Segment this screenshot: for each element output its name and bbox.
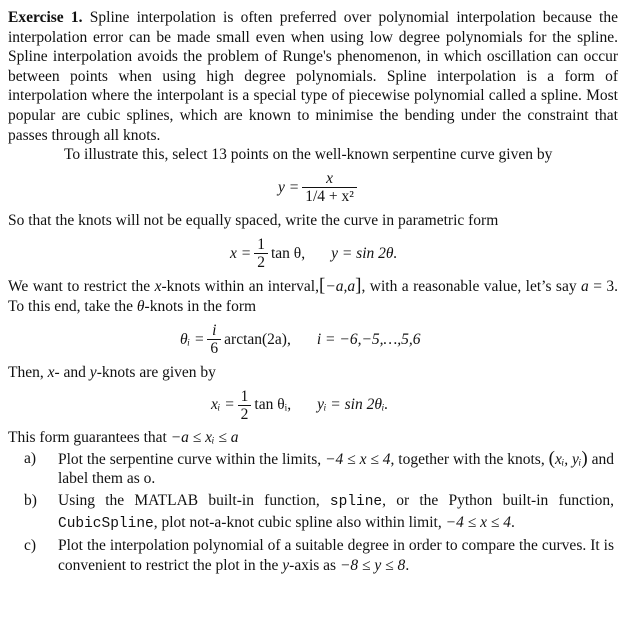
list-item <box>8 491 618 534</box>
knots-var-y: y <box>89 363 97 381</box>
restriction-text-3: , with a reasonable value, let’s say <box>361 278 577 296</box>
item-label-a: a) <box>24 449 37 467</box>
restriction-paragraph: We want to restrict the x-knots within an interval,[−a,a], with a reasonable value, let’s say a = 3. To this end, take the θ-knots in the form <box>8 275 618 315</box>
eq3-function: arctan(2a), <box>224 330 291 348</box>
item-text-c: Plot the interpolation polynomial of a suitable degree in order to compare the curves. It is convenient to restrict the plot in the y-axis as −8 ≤ y ≤ 8. <box>58 537 614 574</box>
eq4-x-function: tan θᵢ, <box>254 396 292 414</box>
eq4-denominator: 2 <box>238 405 252 423</box>
intro-paragraph <box>8 8 618 145</box>
parametric-paragraph: So that the knots will not be equally spaced, write the curve in parametric form <box>8 211 499 229</box>
serpentine-paragraph: To illustrate this, select 13 points on the well-known serpentine curve given by <box>64 146 553 164</box>
eq2-x-lhs: x = <box>230 244 252 262</box>
eq2-y-expression: y = sin 2θ. <box>331 244 398 262</box>
eq2-numerator: 1 <box>257 235 265 253</box>
guarantee-inequality: −a ≤ xᵢ ≤ a <box>170 429 239 447</box>
eq1-lhs: y = <box>278 178 300 196</box>
knots-paragraph <box>8 363 618 383</box>
intro-text: Spline interpolation is often preferred over polynomial interpolation because the interpolation error can be made small even when using low degree polynomials for the spline. Spline interpolation avoids the problem of Runge's phenomenon, in which oscillation can occur between points when using high degree polynomials. Spline interpolation is a form of interpolation where the interpolant is a special type of piecewise polynomial called a spline. Most popular are cubic splines, which are known to minimise the bending under the constraint that passes through all knots. <box>8 9 618 144</box>
code-cubicspline: CubicSpline <box>58 515 154 532</box>
restriction-text-1: We want to restrict the <box>8 278 151 296</box>
eq1-denominator: 1/4 + x² <box>302 187 357 205</box>
eq1-numerator: x <box>326 170 334 188</box>
guarantee-paragraph <box>8 428 618 448</box>
eq2-fraction <box>254 236 268 271</box>
exercise-label: Exercise 1. <box>8 9 83 26</box>
eq4-fraction <box>238 388 252 423</box>
code-spline: spline <box>329 493 383 510</box>
task-list <box>8 449 618 576</box>
restriction-interval: −a,a <box>325 278 356 296</box>
list-item <box>8 536 618 575</box>
eq4-numerator: 1 <box>240 387 249 405</box>
list-item <box>8 449 618 489</box>
serpentine-equation <box>8 165 618 211</box>
eq1-fraction <box>302 170 357 205</box>
eq4-x-lhs: xᵢ = <box>211 396 235 414</box>
knots-text-3: -knots are given by <box>96 363 216 381</box>
knots-text-1: Then, <box>8 363 44 381</box>
item-label-b: b) <box>24 491 37 509</box>
restriction-var-x: x <box>154 278 162 296</box>
knots-text-2: - and <box>54 363 86 381</box>
knots-var-x: x <box>47 363 55 381</box>
eq3-range: i = −6,−5,…,5,6 <box>316 330 421 348</box>
restriction-text-4: = 3. To this end, take the <box>8 278 618 315</box>
eq3-denominator: 6 <box>207 339 221 357</box>
theta-knots-equation <box>8 317 618 363</box>
parametric-equation <box>8 230 618 276</box>
restriction-var-a: a <box>581 278 589 296</box>
item-text-b: Using the MATLAB built-in function, spline, or the Python built-in function, CubicSpline, plot not-a-knot cubic spline also within limit, −4 ≤ x ≤ 4. <box>58 491 614 532</box>
eq4-y-expression: yᵢ = sin 2θᵢ. <box>317 396 389 414</box>
guarantee-text: This form guarantees that <box>8 429 167 447</box>
restriction-text-2: -knots within an interval, <box>161 278 319 296</box>
eq3-lhs: θᵢ = <box>180 330 205 348</box>
item-label-c: c) <box>24 537 37 555</box>
eq3-numerator: i <box>212 322 217 340</box>
restriction-var-theta: θ <box>136 297 145 315</box>
restriction-text-5: -knots in the form <box>144 297 257 315</box>
xy-knots-equation <box>8 382 618 428</box>
eq3-fraction <box>207 322 221 357</box>
item-text-a: Plot the serpentine curve within the limits, −4 ≤ x ≤ 4, together with the knots, (xᵢ, yᵢ) and label them as o. <box>58 447 615 488</box>
eq2-x-function: tan θ, <box>270 244 306 262</box>
eq2-denominator: 2 <box>254 253 268 271</box>
